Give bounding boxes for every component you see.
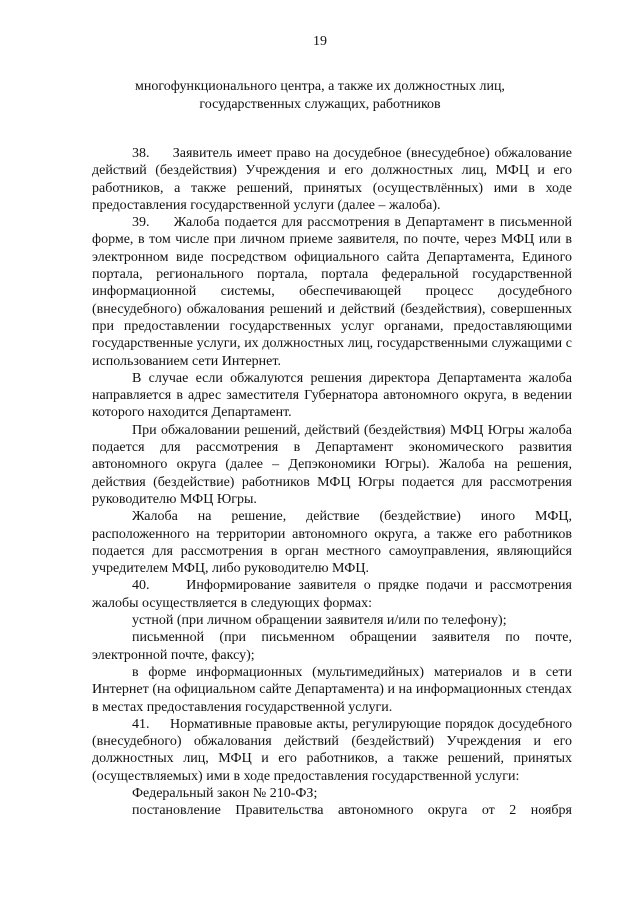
heading-line-2: государственных служащих, работников <box>199 97 441 112</box>
list-item-federal-law: Федеральный закон № 210-ФЗ; <box>132 785 318 801</box>
document-body <box>92 145 572 820</box>
paragraph-other-mfc-complaint: Жалоба на решение, действие (бездействие) иного МФЦ, расположенного на территории автономного округа, а также его работников подается для рассмотрения в орган местного самоуправления, являющийся учредителем МФЦ, либо руководителю МФЦ. <box>92 509 572 577</box>
list-item-oral: устной (при личном обращении заявителя и/или по телефону); <box>132 613 507 629</box>
paragraph-40: 40. Информирование заявителя о прядке подачи и рассмотрения жалобы осуществляется в следующих формах: <box>92 578 572 611</box>
list-item-written: письменной (при письменном обращении заявителя по почте, электронной почте, факсу); <box>92 630 572 663</box>
list-item-resolution: постановление Правительства автономного округа от 2 ноября <box>132 803 572 819</box>
paragraph-director-complaint: В случае если обжалуются решения директора Департамента жалоба направляется в адрес заместителя Губернатора автономного округа, в ведении которого находится Департамент. <box>92 370 572 421</box>
paragraph-mfc-yugra-complaint: При обжаловании решений, действий (бездействия) МФЦ Югры жалоба подается для рассмотрения в Департамент экономического развития автономного округа (далее – Депэкономики Югры). Жалоба на решения, действия (бездействие) работников МФЦ Югры подается для рассмотрения руководителю МФЦ Югры. <box>92 422 572 507</box>
list-item-multimedia: в форме информационных (мультимедийных) материалов и в сети Интернет (на официальном сайте Департамента) и на информационных стендах в местах предоставления государственной услуги. <box>92 664 572 715</box>
heading-line-1: многофункционального центра, а также их должностных лиц, <box>135 79 505 94</box>
page-number: 19 <box>313 34 327 49</box>
section-heading <box>120 78 520 114</box>
paragraph-38: 38. Заявитель имеет право на досудебное (внесудебное) обжалование действий (бездействия) Учреждения и его должностных лиц, МФЦ и его работников, а также решений, принятых (осуществлённых) ими в ходе предоставления государственной услуги (далее – жалоба). <box>92 146 572 213</box>
paragraph-41: 41. Нормативные правовые акты, регулирующие порядок досудебного (внесудебного) обжалования действий (бездействий) Учреждения и его должностных лиц, МФЦ и его работников, а также решений, принятых (осуществляемых) ими в ходе предоставления государственной услуги: <box>92 716 572 784</box>
paragraph-39: 39. Жалоба подается для рассмотрения в Департамент в письменной форме, в том числе при личном приеме заявителя, по почте, через МФЦ или в электронном виде посредством официального сайта Департамента, Единого портала, регионального портала, портала федеральной государственной информационной системы, обеспечивающей процесс досудебного (внесудебного) обжалования решений и действий (бездействия), совершенных при предоставлении государственных услуг органами, предоставляющими государственные услуги, их должностных лиц, государственными служащими с использованием сети Интернет. <box>92 215 572 369</box>
